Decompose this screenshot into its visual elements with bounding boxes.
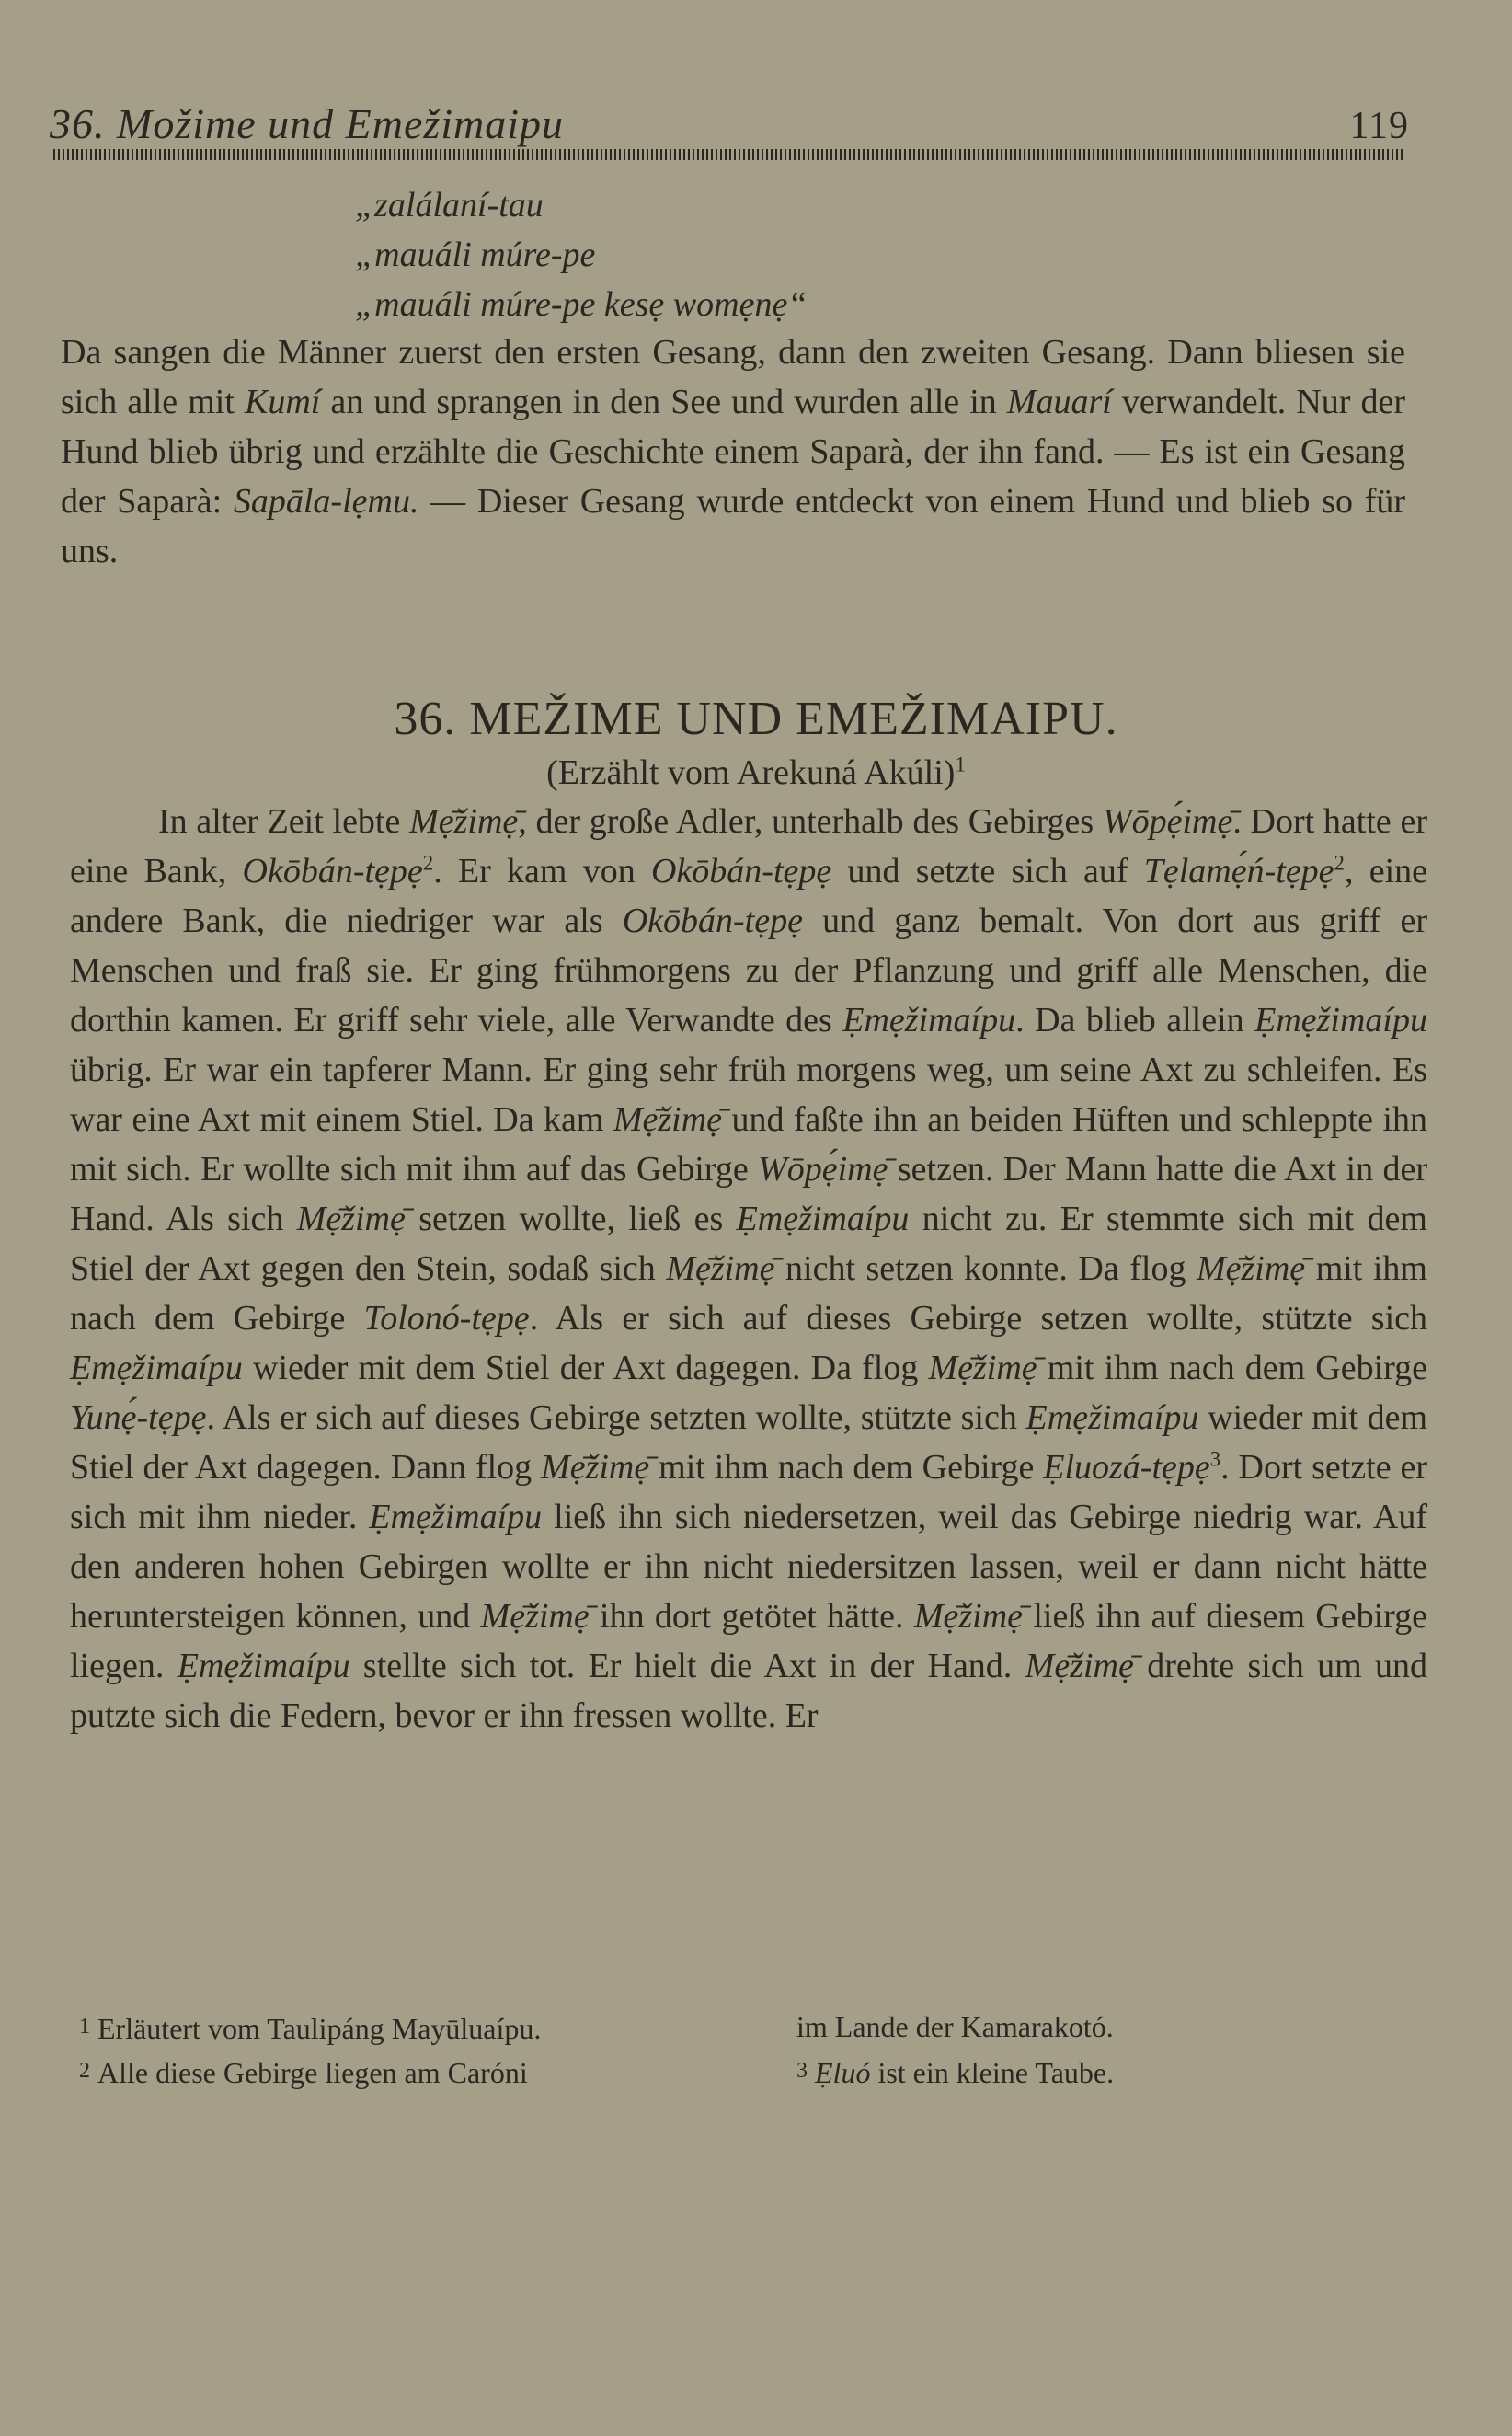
footnote-2: 2 Alle diese Gebirge liegen am Caróni (79, 2056, 528, 2089)
footnote-ref: 1 (955, 753, 966, 776)
footnote-1: 1 Erläutert vom Taulipáng Mayūluaípu. (79, 2012, 542, 2045)
song-line: „zalálaní-tau (355, 186, 544, 224)
paragraph-2: In alter Zeit lebte Mẹ̄žimẹ̄, der große Adler, unterhalb des Gebirges Wōpẹ́imẹ̄. Dort hatte er eine Bank, Okōbán-tẹpẹ$^2$. Er kam von Okōbán-tẹpẹ und setzte sich auf Tẹlamẹ́ń-tẹpẹ$^2$, eine andere Bank, die niedriger war als Okōbán-tẹpẹ und ganz bemalt. Von dort aus griff er Menschen und fraß sie. Er ging frühmorgens zu der Pflanzung und griff alle Menschen, die dorthin kamen. Er griff sehr viele, alle Verwandte des Ẹmẹžimaípu. Da blieb allein Ẹmẹžimaípu übrig. Er war ein tapferer Mann. Er ging sehr früh morgens weg, um seine Axt zu schleifen. Es war eine Axt mit einem Stiel. Da kam Mẹ̄žimẹ̄ und faßte ihn an beiden Hüften und schleppte ihn mit sich. Er wollte sich mit ihm auf das Gebirge Wōpẹ́imẹ̄ setzen. Der Mann hatte die Axt in der Hand. Als sich Mẹ̄žimẹ̄ setzen wollte, ließ es Ẹmẹžimaípu nicht zu. Er stemmte sich mit dem Stiel der Axt gegen den Stein, sodaß sich Mẹ̄žimẹ̄ nicht setzen konnte. Da flog Mẹ̄žimẹ̄ mit ihm nach dem Gebirge Tolonó-tẹpẹ. Als er sich auf dieses Gebirge setzen wollte, stützte sich Ẹmẹžimaípu wieder mit dem Stiel der Axt dagegen. Da flog Mẹ̄žimẹ̄ mit ihm nach dem Gebirge Yunẹ́-tẹpẹ. Als er sich auf dieses Gebirge setzten wollte, stützte sich Ẹmẹžimaípu wieder mit dem Stiel der Axt dagegen. Dann flog Mẹ̄žimẹ̄ mit ihm nach dem Gebirge Ẹluozá-tẹpẹ$^3$. Dort setzte er sich mit ihm nieder. Ẹmẹžimaípu ließ ihn sich niedersetzen, weil das Gebirge niedrig war. Auf den anderen hohen Gebirgen wollte er ihn nicht niedersitzen lassen, weil er dann nicht hätte heruntersteigen können, und Mẹ̄žimẹ̄ ihn dort getötet hätte. Mẹ̄žimẹ̄ ließ ihn auf diesem Gebirge liegen. Ẹmẹžimaípu stellte sich tot. Er hielt die Axt in der Hand. Mẹ̄žimẹ̄ drehte sich um und putzte sich die Federn, bevor er ihn fressen wollte. Er (70, 802, 1428, 1735)
footnote-2-continuation: im Lande der Kamarakotó. (796, 2010, 1114, 2043)
footnotes (79, 2005, 1385, 2094)
running-head-title: 36. Možime und Emežimaipu (50, 100, 565, 147)
chapter-narrator: (Erzählt vom Arekuná Akúli)$^1$ (546, 753, 966, 792)
song-line: „mauáli múre-pe kesẹ womẹnẹ“ (355, 285, 808, 324)
running-head (50, 99, 1409, 148)
paragraph-1: Da sangen die Männer zuerst den ersten Gesang, dann den zweiten Gesang. Dann bliesen sie sich alle mit Kumí an und sprangen in den See und wurden alle in Mauarí verwandelt. Nur der Hund blieb übrig und erzählte die Geschichte einem Saparà, der ihn fand. — Es ist ein Gesang der Saparà: Sapāla-lẹmu. — Dieser Gesang wurde entdeckt von einem Hund und blieb so für uns. (61, 333, 1406, 570)
song-line: „mauáli múre-pe (355, 236, 596, 274)
page-number: 119 (1349, 105, 1409, 147)
footnote-3: 3 Ẹluó ist ein kleine Taube. (796, 2056, 1115, 2089)
song-lines (355, 180, 807, 329)
chapter-title: 36. MEŽIME UND EMEŽIMAIPU. (394, 693, 1118, 745)
header-rule (53, 149, 1403, 160)
